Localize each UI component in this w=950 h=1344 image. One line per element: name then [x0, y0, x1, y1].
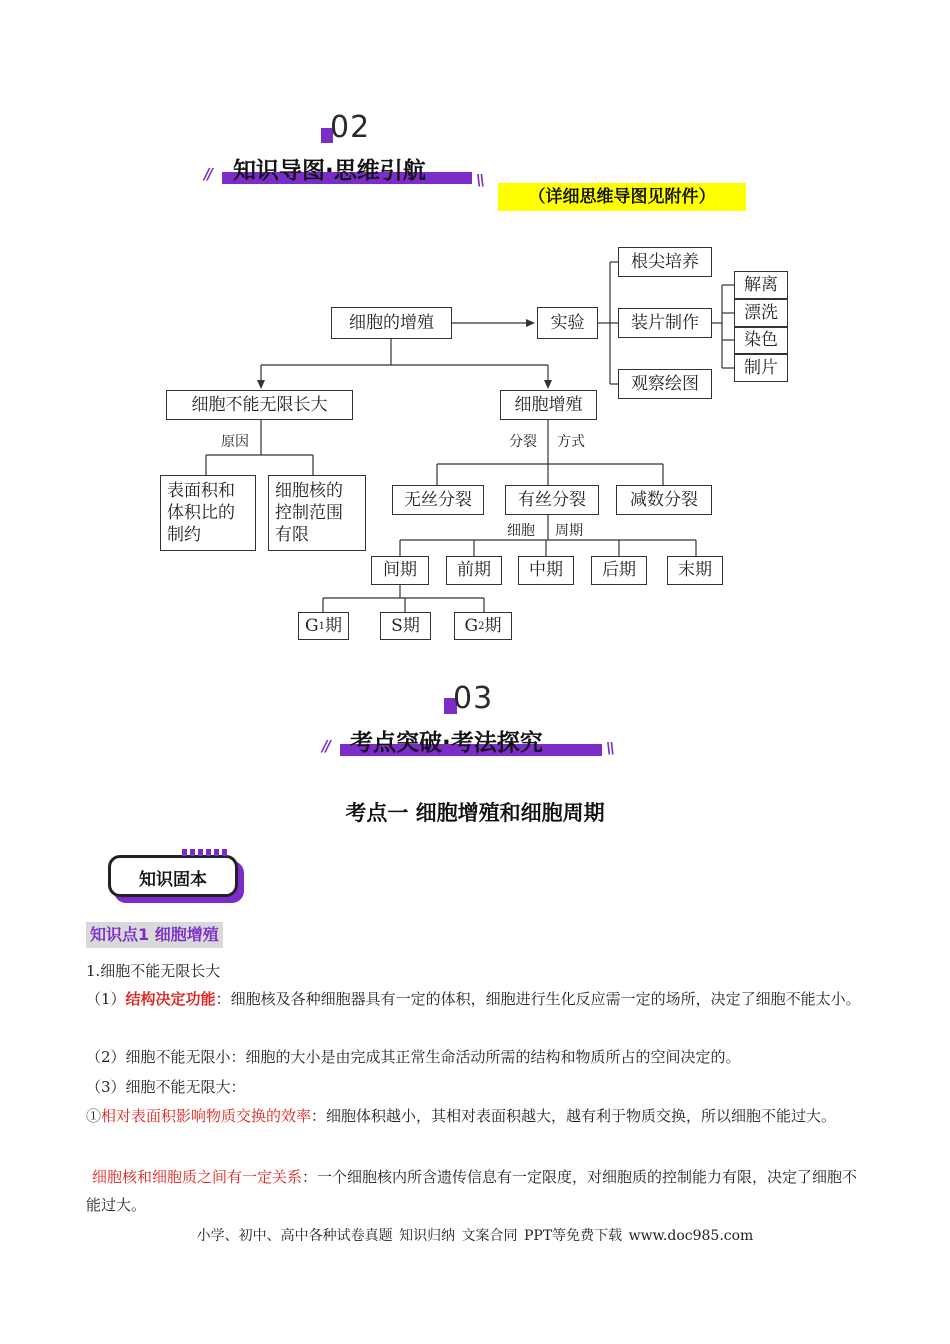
mm-phase: 后期: [591, 556, 647, 585]
knowledge-point-heading: 知识点1 细胞增殖: [86, 922, 223, 948]
mm-slide-step: 漂洗: [734, 299, 788, 327]
mm-right-branch: 细胞增殖: [500, 390, 597, 420]
decor-slashes-right: \\: [476, 171, 483, 189]
mm-reason-text: 表面积和 体积比的 制约: [167, 480, 235, 546]
exam-point-title: 考点一 细胞增殖和细胞周期: [345, 801, 605, 825]
decor-slashes-left: //: [204, 165, 211, 183]
key-term: 细胞核和细胞质之间有一定关系: [92, 1168, 303, 1186]
mm-division-mode: 有丝分裂: [505, 485, 599, 515]
mm-exp-step: 观察绘图: [618, 369, 712, 399]
mm-interphase-s: S期: [380, 612, 431, 640]
mm-interphase-g1: G 1 期: [298, 612, 349, 640]
mm-phase: 前期: [446, 556, 502, 585]
content-heading: 1.细胞不能无限长大: [86, 962, 221, 980]
knowledge-tag: [108, 855, 238, 897]
mm-cycle-label: 周期: [555, 523, 583, 539]
mm-slide-step: 解离: [734, 271, 788, 299]
mm-reason-text: 细胞核的 控制范围 有限: [275, 480, 343, 546]
mm-slide-step: 制片: [734, 354, 788, 382]
mm-mode-label: 方式: [557, 434, 585, 450]
mm-reason-label: 原因: [221, 434, 249, 450]
mm-reason-box: [160, 475, 256, 551]
mm-division-mode: 无丝分裂: [392, 485, 484, 515]
key-term: 结构决定功能: [125, 990, 216, 1008]
section-title: 考点突破·考法探究: [350, 730, 543, 756]
content-paragraph: ①相对表面积影响物质交换的效率：细胞体积越小，其相对表面积越大，越有利于物质交换，所以细胞不能过大。: [86, 1107, 837, 1125]
content-paragraph: （1）结构决定功能：细胞核及各种细胞器具有一定的体积，细胞进行生化反应需一定的场所，决定了细胞不能太小。: [86, 990, 861, 1008]
decor-slashes-right: \\: [606, 739, 613, 757]
page-footer: 小学、初中、高中各种试卷真题 知识归纳 文案合同 PPT等免费下载 www.doc985.com: [196, 1228, 754, 1244]
mm-experiment: 实验: [537, 307, 598, 339]
mm-phase: 末期: [667, 556, 723, 585]
content-paragraph: 细胞核和细胞质之间有一定关系：一个细胞核内所含遗传信息有一定限度，对细胞质的控制能力有限，决定了细胞不能过大。: [86, 1168, 858, 1214]
mm-phase: 中期: [518, 556, 574, 585]
mm-slide-step: 染色: [734, 327, 788, 354]
key-term: 相对表面积影响物质交换的效率: [101, 1107, 312, 1125]
mm-exp-step: 根尖培养: [618, 247, 712, 277]
knowledge-tag-label: 知识固本: [139, 870, 207, 890]
decor-slashes-left: //: [322, 737, 329, 755]
mm-cycle-label: 细胞: [507, 523, 535, 539]
section-number: 03: [453, 681, 494, 716]
mm-reason-box: [268, 475, 366, 551]
content-paragraph: （3）细胞不能无限大：: [86, 1078, 246, 1096]
mm-interphase-g2: G 2 期: [454, 612, 512, 640]
section-title: 知识导图·思维引航: [233, 158, 426, 184]
attachment-note: （详细思维导图见附件）: [498, 183, 746, 211]
content-paragraph: （2）细胞不能无限小：细胞的大小是由完成其正常生命活动所需的结构和物质所占的空间决定的。: [86, 1048, 741, 1066]
tag-decor-dots: [182, 849, 227, 856]
mm-phase: 间期: [371, 556, 429, 585]
mm-left-branch: 细胞不能无限长大: [166, 390, 353, 420]
mm-root: 细胞的增殖: [331, 307, 452, 339]
mm-division-mode: 减数分裂: [616, 485, 712, 515]
mm-exp-step: 装片制作: [618, 308, 712, 338]
mm-mode-label: 分裂: [509, 434, 537, 450]
section-number: 02: [330, 110, 371, 145]
